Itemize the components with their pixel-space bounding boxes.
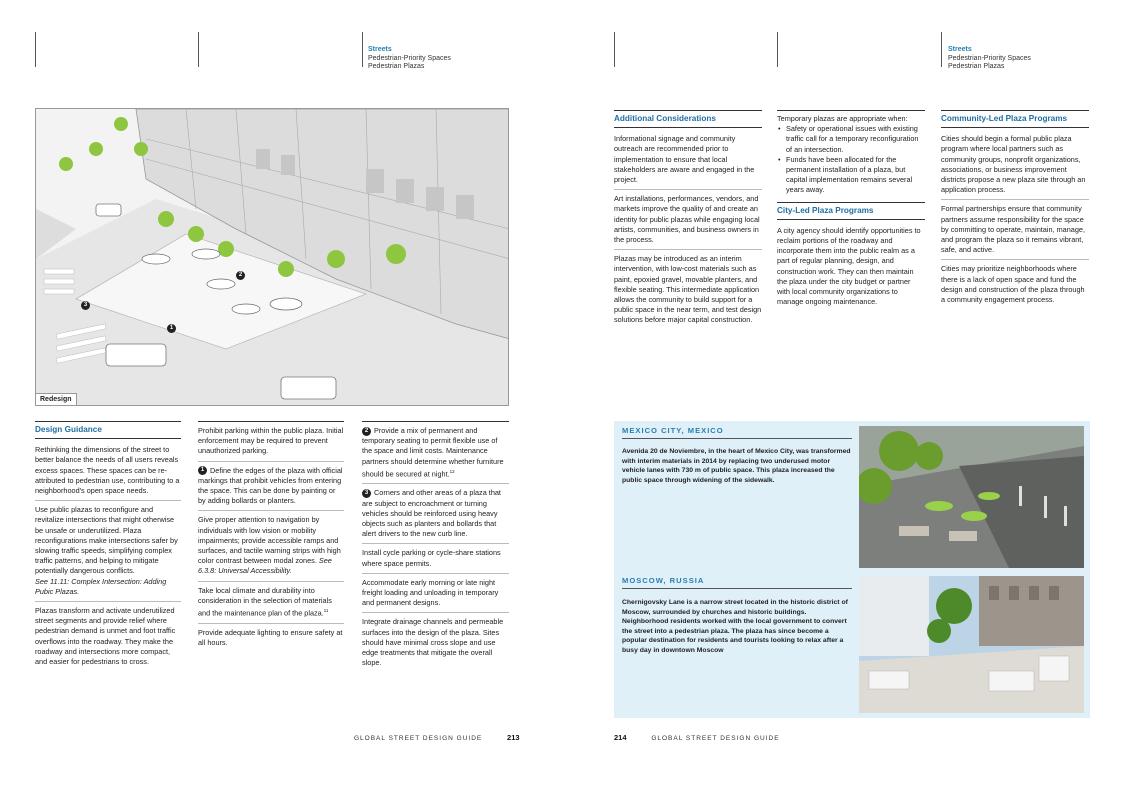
- paragraph: 3 Corners and other areas of a plaza that are subject to encroachment or turning vehicles should be reinforced using heavy objects such as planters and bollards that alert drivers to the new curb line.: [362, 483, 509, 543]
- paragraph: Accommodate early morning or late night freight loading and unloading in temporary and permanent designs.: [362, 573, 509, 613]
- case-title-mexico: MEXICO CITY, MEXICO: [622, 426, 724, 435]
- paragraph: Use public plazas to reconfigure and revitalize intersections that might otherwise be unsafe or underutilized. Plaza reconfigurations make intersections safer by slowing traffic speeds, simplifying complex traffic patterns, and helping to mitigate potentially dangerous conflicts. See 11.11: Complex Intersection: Adding Pubic Plazas.: [35, 500, 181, 601]
- additional-considerations-heading: Additional Considerations: [614, 110, 762, 128]
- paragraph: Plazas transform and activate underutilized street segments and provide relief where pedestrian demand is unmet and foot traffic overflows into the roadway. They make the roadway and intersections more compact, and easier for pedestrians to cross.: [35, 601, 181, 671]
- paragraph: Art installations, performances, vendors, and markets improve the quality of and create an identity for public plazas while engaging local artists, communities, and business owners in the process.: [614, 189, 762, 249]
- paragraph: 1 Define the edges of the plaza with official markings that prohibit vehicles from entering the space. This can be done by painting or by adding bollards or planters.: [198, 461, 344, 511]
- footer-title: GLOBAL STREET DESIGN GUIDE: [651, 735, 780, 742]
- paragraph: Cities may prioritize neighborhoods where there is a lack of open space and fund the design and construction of the plaza through a community engagement process.: [941, 259, 1089, 309]
- case-studies-panel: [614, 421, 1090, 718]
- breadcrumb-right: [948, 46, 1031, 72]
- header-rule: [777, 32, 778, 67]
- additional-considerations-column: [614, 110, 762, 330]
- breadcrumb-section: Streets: [948, 46, 972, 53]
- paragraph: Formal partnerships ensure that community partners assume responsibility for the space by committing to operate, maintain, manage, and program the plaza so it remains vibrant, safe, and active.: [941, 199, 1089, 259]
- page-number: 214: [614, 733, 627, 742]
- header-rule: [362, 32, 363, 67]
- footer-title: GLOBAL STREET DESIGN GUIDE: [354, 735, 483, 742]
- paragraph: 2 Provide a mix of permanent and temporary seating to permit flexible use of the space and limit costs. Maintenance partners should determine whether furniture should be secured at night.$^{12}$: [362, 421, 509, 483]
- design-guidance-heading: Design Guidance: [35, 421, 181, 439]
- breadcrumb-sub: Pedestrian-Priority Spaces: [948, 54, 1031, 62]
- paragraph: Give proper attention to navigation by individuals with low vision or mobility impairments; provide accessible ramps and surfaces, and tactile warning strips with high color contrast between modal zones. See 6.3.8: Universal Accessibility.: [198, 510, 344, 580]
- list-item: • Funds have been allocated for the permanent installation of a plaza, but capital implementation remains several years away.: [777, 155, 925, 196]
- design-guidance-column: [35, 421, 181, 671]
- temporary-list: [777, 124, 925, 201]
- breadcrumb-sub: Pedestrian-Priority Spaces: [368, 54, 451, 62]
- paragraph: Prohibit parking within the public plaza. Initial enforcement may be required to prevent unauthorized parking.: [198, 421, 344, 461]
- footer-right: [614, 733, 780, 742]
- marker-3: 3: [81, 297, 93, 315]
- paragraph: A city agency should identify opportunities to reclaim portions of the roadway and incorporate them into the public realm as a part of regular planning, design, and construction work. They can then maintain the plaza under the city budget or partner with local community organizations to manage ongoing maintenance.: [777, 225, 921, 307]
- city-led-heading: City-Led Plaza Programs: [777, 202, 925, 220]
- paragraph: Provide adequate lighting to ensure safety at all hours.: [198, 623, 344, 652]
- community-led-heading: Community-Led Plaza Programs: [941, 110, 1089, 128]
- breadcrumb-left: [368, 46, 451, 72]
- temporary-intro: Temporary plazas are appropriate when:: [777, 110, 925, 124]
- header-rule: [198, 32, 199, 67]
- case-text-moscow: Chernigovsky Lane is a narrow street located in the historic district of Moscow, surrounded by churches and historic buildings. Neighborhood residents worked with the local government to convert the street into a pedestrian plaza. The plaza has since become a popular destination for residents and tourists looking to relax after a busy day in downtown Moscow: [622, 599, 848, 654]
- breadcrumb-section: Streets: [368, 46, 392, 53]
- marker-2: 2: [236, 267, 248, 285]
- breadcrumb-sub: Pedestrian Plazas: [368, 63, 425, 70]
- plaza-illustration: [35, 108, 509, 406]
- photo-mexico: [859, 426, 1084, 568]
- list-item: • Safety or operational issues with existing traffic call for a temporary reconfiguration of an intersection.: [777, 124, 925, 155]
- divider: [622, 588, 852, 589]
- header-rule: [941, 32, 942, 67]
- paragraph: Rethinking the dimensions of the street to better balance the needs of all users reveals excess spaces. These spaces can be re-attributed to pedestrian use, contributing to a neighborhood's open space needs.: [35, 445, 180, 496]
- case-title-moscow: MOSCOW, RUSSIA: [622, 576, 705, 585]
- illustration-label: Redesign: [36, 393, 77, 405]
- paragraph: Informational signage and community outreach are recommended prior to implementation to ensure that local stakeholders are aware and engaged in the project.: [614, 134, 755, 185]
- case-text-mexico: Avenida 20 de Noviembre, in the heart of Mexico City, was transformed with interim materials in 2014 by replacing two underused motor vehicle lanes with 730 m of public space. This plaza increased the public space through widening of the sidewalk.: [622, 448, 851, 484]
- photo-moscow: [859, 576, 1084, 713]
- guidance-column-2: [198, 421, 344, 652]
- paragraph: Install cycle parking or cycle-share stations where space permits.: [362, 543, 509, 572]
- marker-1: 1: [167, 320, 179, 338]
- breadcrumb-sub: Pedestrian Plazas: [948, 63, 1005, 70]
- footer-left: [354, 733, 520, 742]
- paragraph: Take local climate and durability into consideration in the selection of materials and the maintenance plan of the plaza.$^{11}$: [198, 581, 344, 623]
- temporary-column: [777, 110, 925, 311]
- community-led-column: [941, 110, 1089, 309]
- header-rule: [614, 32, 615, 67]
- paragraph: Plazas may be introduced as an interim intervention, with low-cost materials such as paint, epoxied gravel, movable planters, and flexible seating. This intermediate application allows the community to build support for a public space in the near term, and test design solutions before major capital construction.: [614, 249, 762, 329]
- guidance-column-3: [362, 421, 509, 672]
- paragraph: Integrate drainage channels and permeable surfaces into the design of the plaza. Sites should have minimal cross slope and use edge treatments that mitigate the overall slope.: [362, 612, 509, 672]
- paragraph: Cities should begin a formal public plaza program where local partners such as community groups, nonprofit organizations, associations, or business improvement districts propose a new plaza site through an application process.: [941, 134, 1086, 195]
- plaza-illustration-drawing: [36, 109, 509, 406]
- header-rule: [35, 32, 36, 67]
- page-number: 213: [507, 733, 520, 742]
- divider: [622, 438, 852, 439]
